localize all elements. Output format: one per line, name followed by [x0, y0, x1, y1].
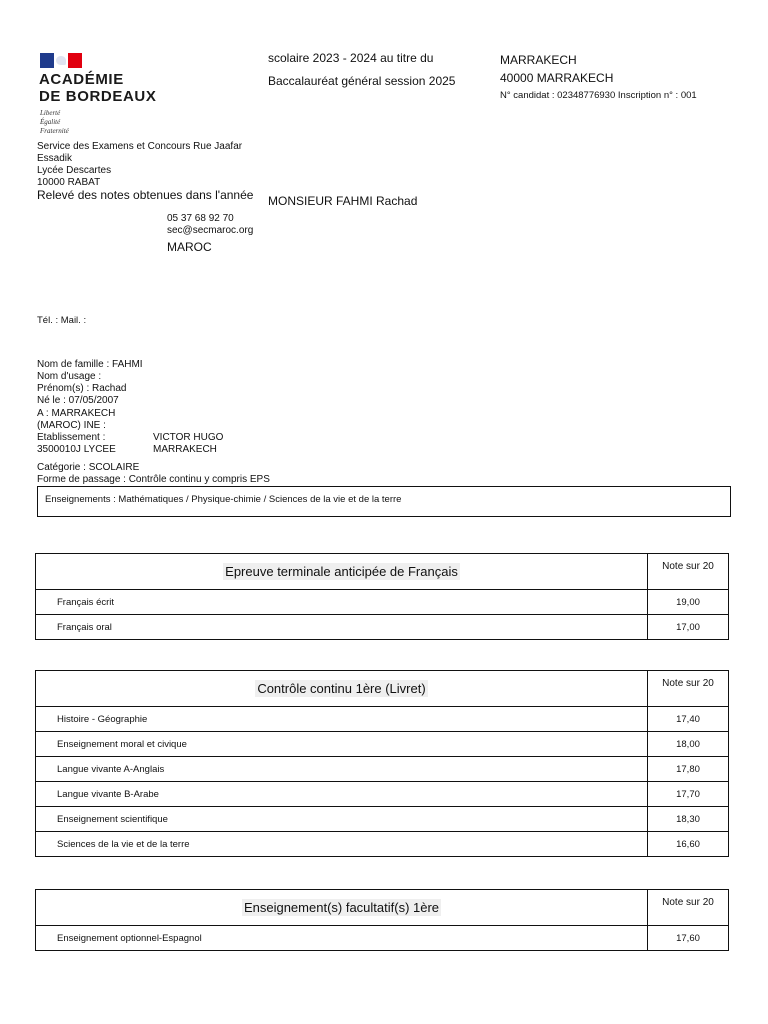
student-etab-label: Etablissement :: [37, 432, 106, 443]
table-title: [36, 890, 648, 926]
session-line-2: Baccalauréat général session 2025: [268, 74, 456, 88]
candidate-number: N° candidat : 02348776930 Inscription n° : 001: [500, 90, 697, 101]
motto-liberte: Liberté: [40, 109, 61, 117]
subject-cell: Langue vivante A-Anglais: [36, 757, 648, 782]
service-line-3: Lycée Descartes: [37, 165, 112, 176]
enseignements-box: [37, 486, 731, 517]
note-cell: 18,30: [648, 807, 729, 832]
motto-egalite: Égalité: [40, 118, 61, 126]
table-row: [36, 757, 729, 782]
subject-cell: Enseignement scientifique: [36, 807, 648, 832]
table-row: [36, 615, 729, 640]
table-header-row: [36, 554, 729, 590]
logo-line-1: ACADÉMIE: [39, 71, 124, 88]
recipient-postal: 40000 MARRAKECH: [500, 71, 614, 85]
service-line-4: 10000 RABAT: [37, 177, 101, 188]
note-cell: 17,60: [648, 926, 729, 951]
table-title-text: Epreuve terminale anticipée de Français: [225, 564, 458, 579]
note-cell: 19,00: [648, 590, 729, 615]
service-line-1: Service des Examens et Concours Rue Jaafar: [37, 141, 243, 152]
recipient-name: MONSIEUR FAHMI Rachad: [268, 194, 418, 208]
note-cell: 18,00: [648, 732, 729, 757]
note-cell: 17,70: [648, 782, 729, 807]
note-header: Note sur 20: [648, 554, 729, 590]
table-row: [36, 807, 729, 832]
student-etab-code: 3500010J LYCEE: [37, 444, 116, 455]
service-country: MAROC: [167, 240, 212, 254]
motto-fraternite: Fraternité: [40, 127, 69, 135]
subject-cell: Enseignement moral et civique: [36, 732, 648, 757]
student-ine: (MAROC) INE :: [37, 420, 106, 431]
table-header-row: [36, 671, 729, 707]
enseignements-text: Enseignements : Mathématiques / Physique-chimie / Sciences de la vie et de la terre: [45, 494, 402, 505]
table-row: [36, 732, 729, 757]
grades-table-francais: [35, 553, 729, 640]
recipient-city: MARRAKECH: [500, 53, 577, 67]
service-phone: 05 37 68 92 70: [167, 213, 234, 224]
subject-cell: Français écrit: [36, 590, 648, 615]
grades-table-controle-continu: [35, 670, 729, 857]
grades-table-facultatif: [35, 889, 729, 951]
table-title: [36, 554, 648, 590]
subject-cell: Enseignement optionnel-Espagnol: [36, 926, 648, 951]
student-forme: Forme de passage : Contrôle continu y compris EPS: [37, 474, 270, 485]
subject-cell: Langue vivante B-Arabe: [36, 782, 648, 807]
note-cell: 17,00: [648, 615, 729, 640]
table-title-text: Enseignement(s) facultatif(s) 1ère: [243, 900, 440, 915]
table-row: [36, 707, 729, 732]
table-title: [36, 671, 648, 707]
table-title-text: Contrôle continu 1ère (Livret): [257, 681, 426, 696]
note-header: Note sur 20: [648, 671, 729, 707]
student-etab-name: VICTOR HUGO: [153, 432, 224, 443]
note-header: Note sur 20: [648, 890, 729, 926]
republic-flag-logo: [40, 53, 84, 68]
table-row: [36, 782, 729, 807]
student-birthplace: A : MARRAKECH: [37, 408, 116, 419]
note-cell: 16,60: [648, 832, 729, 857]
student-prenom: Prénom(s) : Rachad: [37, 383, 127, 394]
contact-line: Tél. : Mail. :: [37, 315, 87, 326]
table-row: [36, 926, 729, 951]
subject-cell: Sciences de la vie et de la terre: [36, 832, 648, 857]
service-line-2: Essadik: [37, 153, 73, 164]
table-header-row: [36, 890, 729, 926]
student-nom: Nom de famille : FAHMI: [37, 359, 143, 370]
student-usage: Nom d'usage :: [37, 371, 102, 382]
table-row: [36, 590, 729, 615]
table-row: [36, 832, 729, 857]
subject-cell: Histoire - Géographie: [36, 707, 648, 732]
student-etab-city: MARRAKECH: [153, 444, 217, 455]
document-heading: Relevé des notes obtenues dans l'année: [37, 188, 254, 202]
student-birthdate: Né le : 07/05/2007: [37, 395, 119, 406]
note-cell: 17,40: [648, 707, 729, 732]
note-cell: 17,80: [648, 757, 729, 782]
session-line-1: scolaire 2023 - 2024 au titre du: [268, 51, 434, 65]
logo-line-2: DE BORDEAUX: [39, 88, 157, 105]
service-email: sec@secmaroc.org: [167, 225, 254, 236]
student-categorie: Catégorie : SCOLAIRE: [37, 462, 140, 473]
subject-cell: Français oral: [36, 615, 648, 640]
